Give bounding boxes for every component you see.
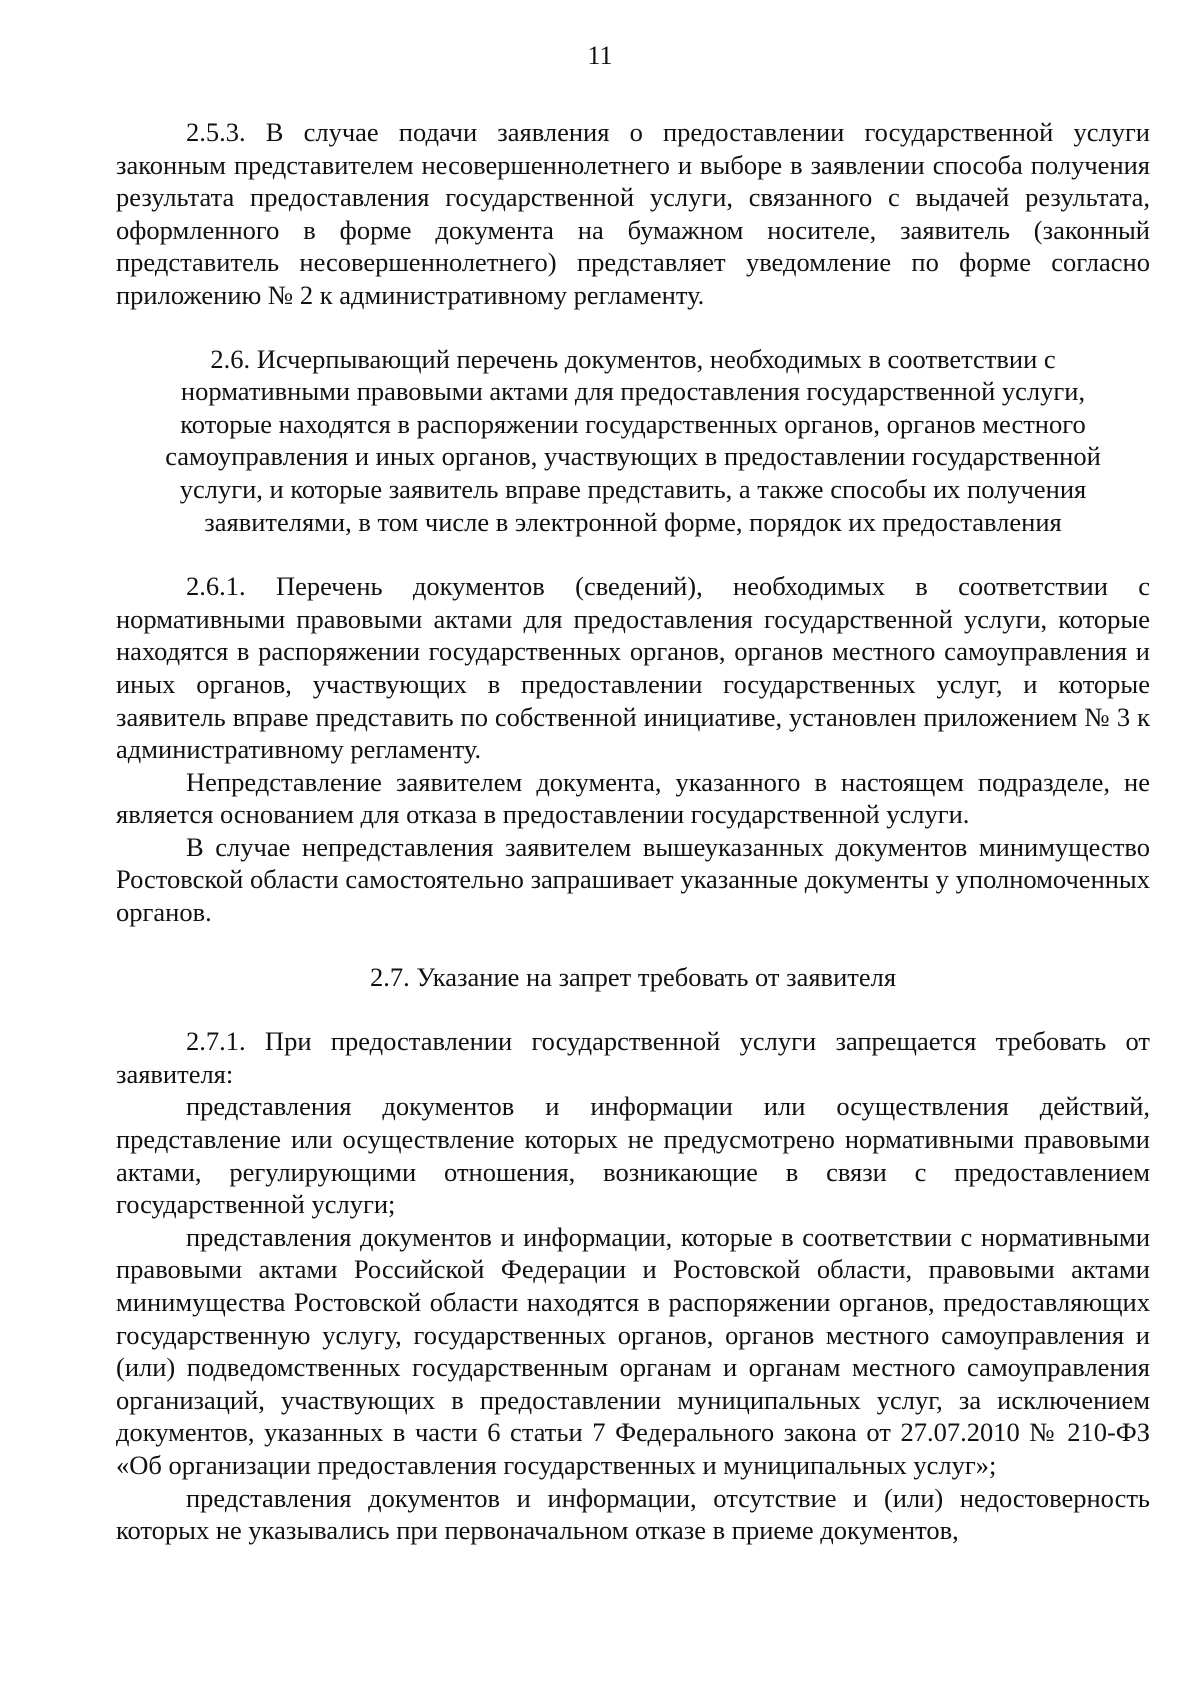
list-item-2-7-1-a: представления документов и информации или осуществления действий, представление или осуществление которых не предусмотрено нормативными правовыми актами, регулирующими отношения, возникающие в связи с предоставлением государственной услуги;	[116, 1091, 1150, 1220]
paragraph-2-5-3: 2.5.3. В случае подачи заявления о предоставлении государственной услуги законным представителем несовершеннолетнего и выборе в заявлении способа получения результата предоставления государственной услуги, связанного с выдачей результата, оформленного в форме документа на бумажном носителе, заявитель (законный представитель несовершеннолетнего) представляет уведомление по форме согласно приложению № 2 к административному регламенту.	[116, 117, 1150, 310]
list-item-2-7-1-b: представления документов и информации, которые в соответствии с нормативными правовыми актами Российской Федерации и Ростовской области, правовыми актами минимущества Ростовской области находятся в распоряжении органов, предоставляющих государственную услугу, государственных органов, органов местного самоуправления и (или) подведомственных государственным органам и органам местного самоуправления организаций, участвующих в предоставлении муниципальных услуг, за исключением документов, указанных в части 6 статьи 7 Федерального закона от 27.07.2010 № 210-ФЗ «Об организации предоставления государственных и муниципальных услуг»;	[116, 1221, 1150, 1480]
paragraph-2-6-1: 2.6.1. Перечень документов (сведений), необходимых в соответствии с нормативными правовыми актами для предоставления государственной услуги, которые находятся в распоряжении государственных органов, органов местного самоуправления и иных органов, участвующих в предоставлении государственных услуг, и которые заявитель вправе представить по собственной инициативе, установлен приложением № 3 к административному регламенту.	[116, 571, 1150, 765]
paragraph-2-7-1: 2.7.1. При предоставлении государственной услуги запрещается требовать от заявителя:	[116, 1026, 1150, 1089]
paragraph-2-6-1-request: В случае непредставления заявителем вышеуказанных документов минимущество Ростовской области самостоятельно запрашивает указанные документы у уполномоченных органов.	[116, 831, 1150, 928]
page-number: 11	[587, 41, 613, 70]
section-heading-2-6: 2.6. Исчерпывающий перечень документов, необходимых в соответствии с нормативными правовыми актами для предоставления государственной услуги, которые находятся в распоряжении государственных органов, органов местного самоуправления и иных органов, участвующих в предоставлении государственной услуги, и которые заявитель вправе представить, а также способы их получения заявителями, в том числе в электронной форме, порядок их предоставления	[165, 343, 1101, 537]
section-heading-2-7: 2.7. Указание на запрет требовать от заявителя	[369, 961, 897, 992]
list-item-2-7-1-c: представления документов и информации, отсутствие и (или) недостоверность которых не указывались при первоначальном отказе в приеме документов,	[116, 1482, 1150, 1546]
document-body	[116, 116, 1150, 1547]
paragraph-2-6-1-nonsubmission: Непредставление заявителем документа, указанного в настоящем подразделе, не является основанием для отказа в предоставлении государственной услуги.	[116, 766, 1150, 830]
